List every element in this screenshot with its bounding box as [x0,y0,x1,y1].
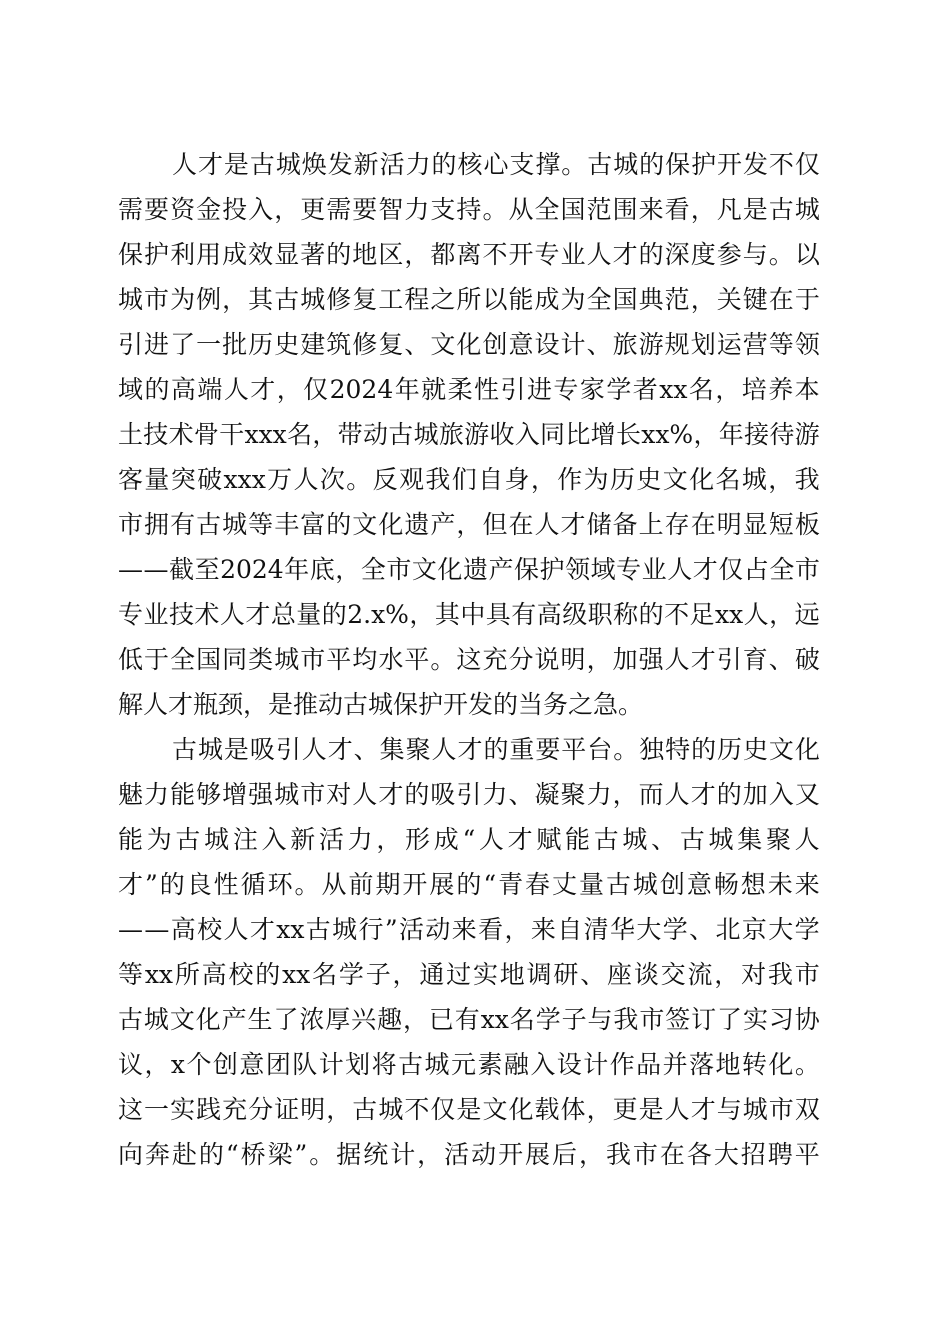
paragraph-2-line-8: 议 ， x 个 创 意 团 队 计 划 将 古 城 元 素 融 入 设 计 作 品 并 落 地 转 化 。 [118,1050,820,1079]
paragraph-1-line-9: 市 拥 有 古 城 等 丰 富 的 文 化 遗 产 ， 但 在 人 才 储 备 上 存 在 明 显 短 板 [118,510,820,539]
paragraph-1-line-5: 引 进 了 一 批 历 史 建 筑 修 复 、 文 化 创 意 设 计 、 旅 游 规 划 运 营 等 领 [118,330,820,359]
paragraph-1-line-11: 专 业 技 术 人 才 总 量 的 2.x% ， 其 中 具 有 高 级 职 称 的 不 足 xx 人 ， 远 [118,600,820,629]
paragraph-2-line-2: 魅 力 能 够 增 强 城 市 对 人 才 的 吸 引 力 、 凝 聚 力 ， 而 人 才 的 加 入 又 [118,780,820,809]
paragraph-1-line-4: 城 市 为 例 ， 其 古 城 修 复 工 程 之 所 以 能 成 为 全 国 典 范 ， 关 键 在 于 [118,285,820,314]
paragraph-2-line-1: 古 城 是 吸 引 人 才 、 集 聚 人 才 的 重 要 平 台 。 独 特 的 历 史 文 化 [172,735,820,764]
paragraph-2-line-7: 古 城 文 化 产 生 了 浓 厚 兴 趣 ， 已 有 xx 名 学 子 与 我 市 签 订 了 实 习 协 [118,1005,820,1034]
paragraph-1-line-13: 解人才瓶颈，是推动古城保护开发的当务之急。 [118,690,644,719]
paragraph-2-line-9: 这 一 实 践 充 分 证 明 ， 古 城 不 仅 是 文 化 载 体 ， 更 是 人 才 与 城 市 双 [118,1095,820,1124]
paragraph-2-line-4: 才 ” 的 良 性 循 环 。 从 前 期 开 展 的 “ 青 春 丈 量 古 城 创 意 畅 想 未 来 [118,870,820,899]
paragraph-2-line-3: 能 为 古 城 注 入 新 活 力 ， 形 成 “ 人 才 赋 能 古 城 、 古 城 集 聚 人 [118,825,820,854]
paragraph-2-line-6: 等 xx 所 高 校 的 xx 名 学 子 ， 通 过 实 地 调 研 、 座 谈 交 流 ， 对 我 市 [118,960,820,989]
paragraph-1-line-3: 保 护 利 用 成 效 显 著 的 地 区 ， 都 离 不 开 专 业 人 才 的 深 度 参 与 。 以 [118,240,820,269]
paragraph-1-line-12: 低 于 全 国 同 类 城 市 平 均 水 平 。 这 充 分 说 明 ， 加 强 人 才 引 育 、 破 [118,645,820,674]
paragraph-2-line-10: 向 奔 赴 的 “ 桥 梁 ” 。 据 统 计 ， 活 动 开 展 后 ， 我 市 在 各 大 招 聘 平 [118,1140,820,1169]
paragraph-1-line-1: 人 才 是 古 城 焕 发 新 活 力 的 核 心 支 撑 。 古 城 的 保 护 开 发 不 仅 [172,150,820,179]
paragraph-1-line-6: 域 的 高 端 人 才 ， 仅 2024 年 就 柔 性 引 进 专 家 学 者 xx 名 ， 培 养 本 [118,375,820,404]
paragraph-1-line-10: — — 截 至 2024 年 底 ， 全 市 文 化 遗 产 保 护 领 域 专 业 人 才 仅 占 全 市 [118,555,820,584]
paragraph-2-line-5: — — 高 校 人 才 xx 古 城 行 ” 活 动 来 看 ， 来 自 清 华 大 学 、 北 京 大 学 [118,915,820,944]
paragraph-1-line-7: 土 技 术 骨 干 xxx 名 ， 带 动 古 城 旅 游 收 入 同 比 增 长 xx% ， 年 接 待 游 [118,420,820,449]
paragraph-1-line-2: 需 要 资 金 投 入 ， 更 需 要 智 力 支 持 。 从 全 国 范 围 来 看 ， 凡 是 古 城 [118,195,820,224]
paragraph-1-line-8: 客 量 突 破 xxx 万 人 次 。 反 观 我 们 自 身 ， 作 为 历 史 文 化 名 城 ， 我 [118,465,820,494]
